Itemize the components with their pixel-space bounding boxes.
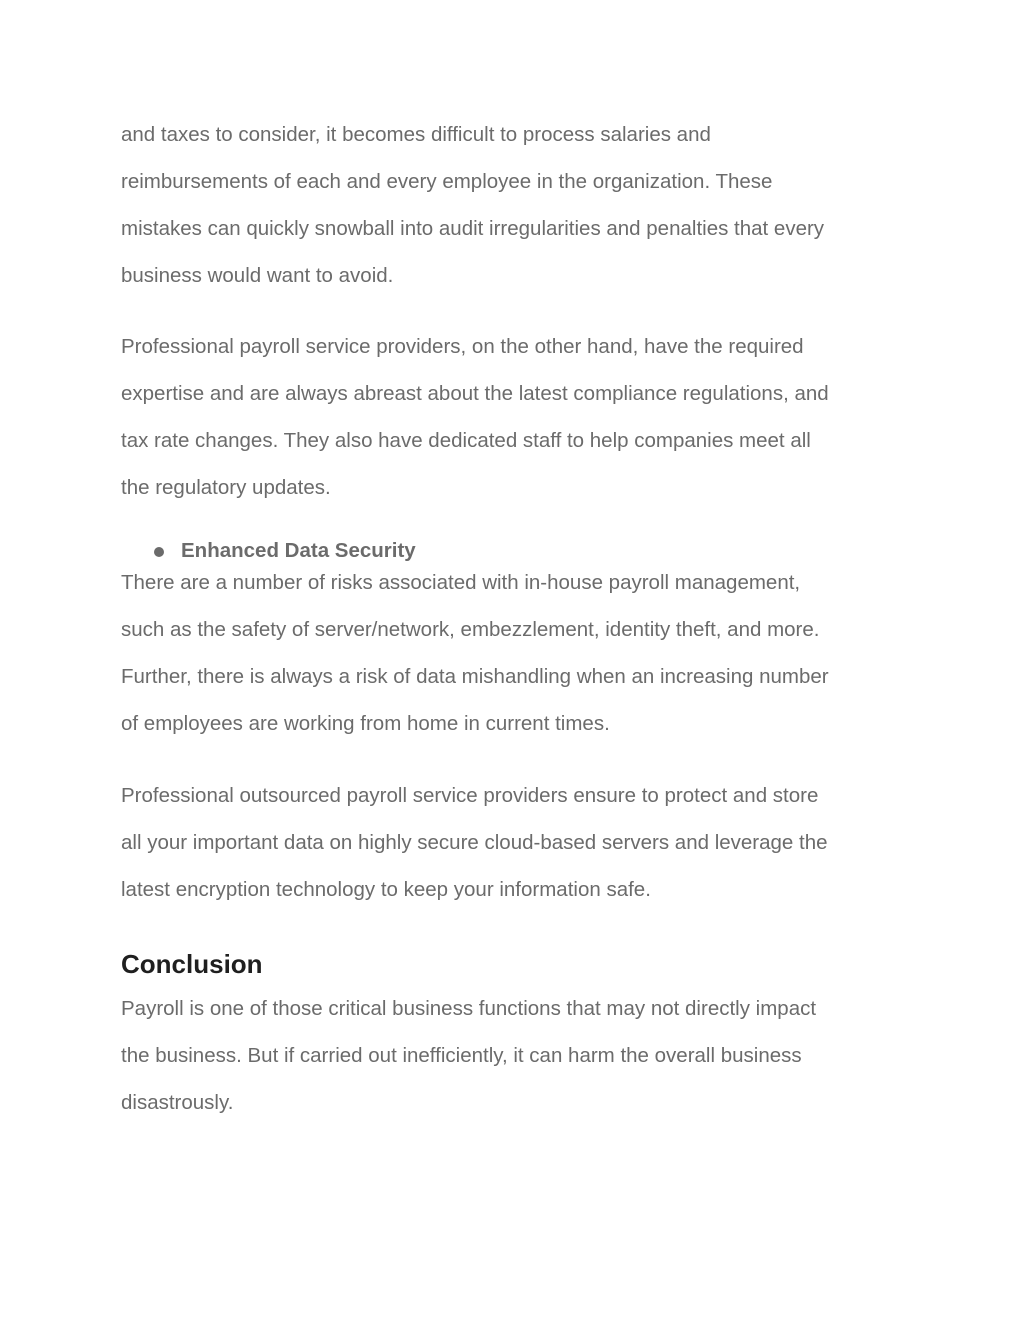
section-heading-conclusion: Conclusion — [121, 949, 263, 979]
bullet-list — [121, 536, 921, 566]
paragraph-line: disastrously. — [121, 1091, 234, 1114]
paragraph-line: Professional outsourced payroll service providers ensure to protect and store — [121, 784, 819, 807]
paragraph-line: mistakes can quickly snowball into audit irregularities and penalties that every — [121, 217, 825, 240]
bullet-label: Enhanced Data Security — [181, 539, 416, 562]
document-content — [121, 111, 921, 1126]
paragraph-line: and taxes to consider, it becomes difficult to process salaries and — [121, 123, 711, 146]
paragraph-line: the business. But if carried out inefficiently, it can harm the overall business — [121, 1044, 802, 1067]
bullet-dot-icon — [154, 547, 164, 557]
paragraph-line: such as the safety of server/network, embezzlement, identity theft, and more. — [121, 618, 820, 641]
paragraph-line: Professional payroll service providers, on the other hand, have the required — [121, 335, 804, 358]
paragraph-line: tax rate changes. They also have dedicated staff to help companies meet all — [121, 429, 811, 452]
paragraph-payroll-providers — [121, 323, 921, 511]
paragraph-taxes — [121, 111, 921, 299]
paragraph-line: all your important data on highly secure cloud-based servers and leverage the — [121, 831, 828, 854]
paragraph-line: business would want to avoid. — [121, 264, 394, 287]
paragraph-line: latest encryption technology to keep your information safe. — [121, 878, 651, 901]
paragraph-risks — [121, 559, 921, 747]
paragraph-line: expertise and are always abreast about the latest compliance regulations, and — [121, 382, 829, 405]
bullet-item-data-security — [121, 536, 921, 566]
paragraph-line: Payroll is one of those critical business functions that may not directly impact — [121, 997, 817, 1020]
paragraph-line: reimbursements of each and every employee in the organization. These — [121, 170, 773, 193]
paragraph-line: There are a number of risks associated with in-house payroll management, — [121, 571, 801, 594]
paragraph-line: the regulatory updates. — [121, 476, 331, 499]
paragraph-outsourced-security — [121, 772, 921, 913]
paragraph-conclusion — [121, 985, 921, 1126]
paragraph-line: Further, there is always a risk of data mishandling when an increasing number — [121, 665, 829, 688]
paragraph-line: of employees are working from home in current times. — [121, 712, 610, 735]
